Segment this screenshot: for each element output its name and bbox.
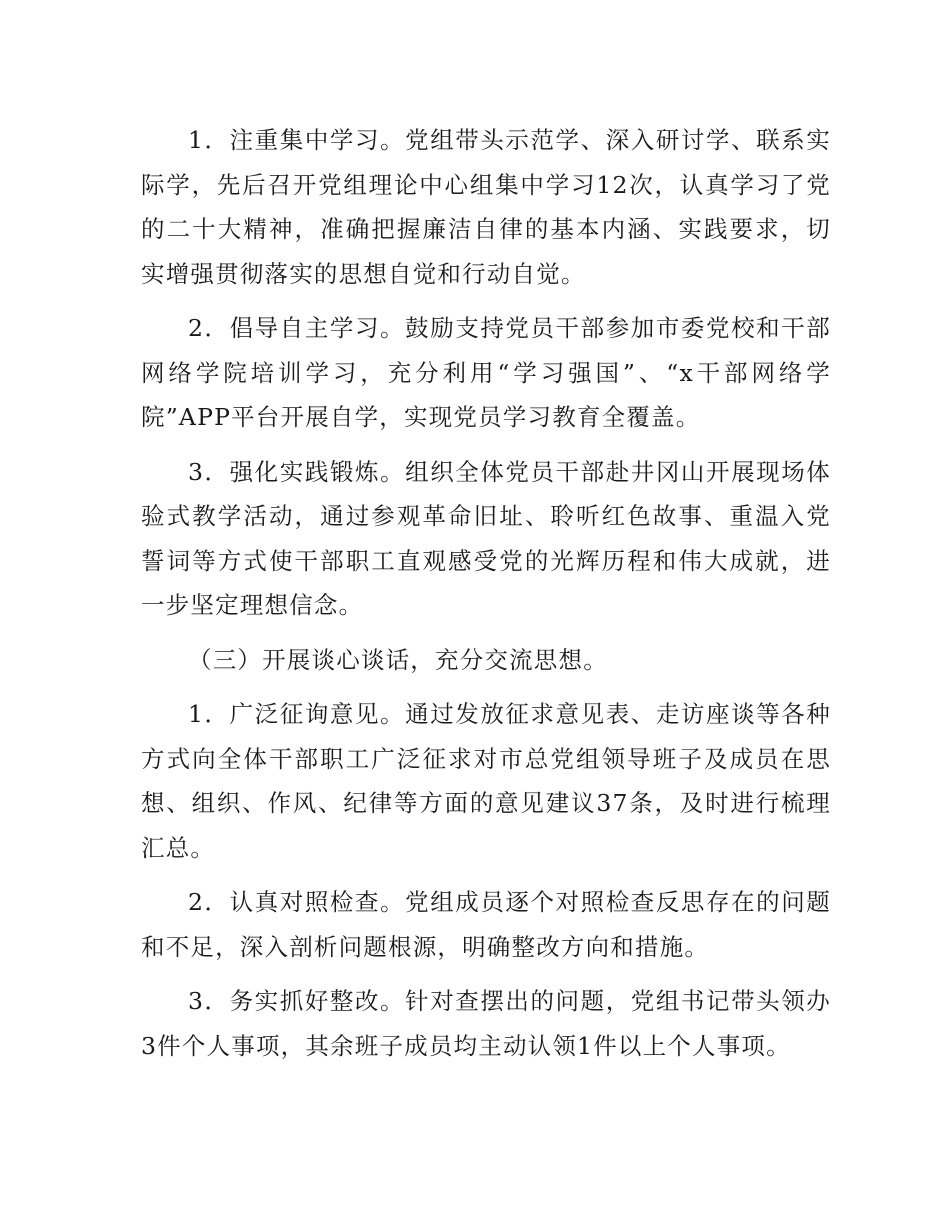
paragraph-rectification: 3．务实抓好整改。针对查摆出的问题，党组书记带头领办3件个人事项，其余班子成员均主动认领1件以上个人事项。 xyxy=(141,987,831,1060)
document-body xyxy=(141,118,831,1078)
section-heading-heart-talks: （三）开展谈心谈话，充分交流思想。 xyxy=(188,645,608,674)
paragraph-concentrated-study: 1．注重集中学习。党组带头示范学、深入研讨学、联系实际学，先后召开党组理论中心组集中学习12次，认真学习了党的二十大精神，准确把握廉洁自律的基本内涵、实践要求，切实增强贯彻落实的思想自觉和行动自觉。 xyxy=(141,126,831,288)
paragraph-practice: 3．强化实践锻炼。组织全体党员干部赴井冈山开展现场体验式教学活动，通过参观革命旧址、聆听红色故事、重温入党誓词等方式使干部职工直观感受党的光辉历程和伟大成就，进一步坚定理想信念。 xyxy=(141,457,831,619)
paragraph-self-examination: 2．认真对照检查。党组成员逐个对照检查反思存在的问题和不足，深入剖析问题根源，明确整改方向和措施。 xyxy=(141,888,831,961)
paragraph-self-study: 2．倡导自主学习。鼓励支持党员干部参加市委党校和干部网络学院培训学习，充分利用“学习强国”、“x干部网络学院”APP平台开展自学，实现党员学习教育全覆盖。 xyxy=(141,314,831,431)
paragraph-solicit-opinions: 1．广泛征询意见。通过发放征求意见表、走访座谈等各种方式向全体干部职工广泛征求对市总党组领导班子及成员在思想、组织、作风、纪律等方面的意见建议37条，及时进行梳理汇总。 xyxy=(141,700,831,862)
